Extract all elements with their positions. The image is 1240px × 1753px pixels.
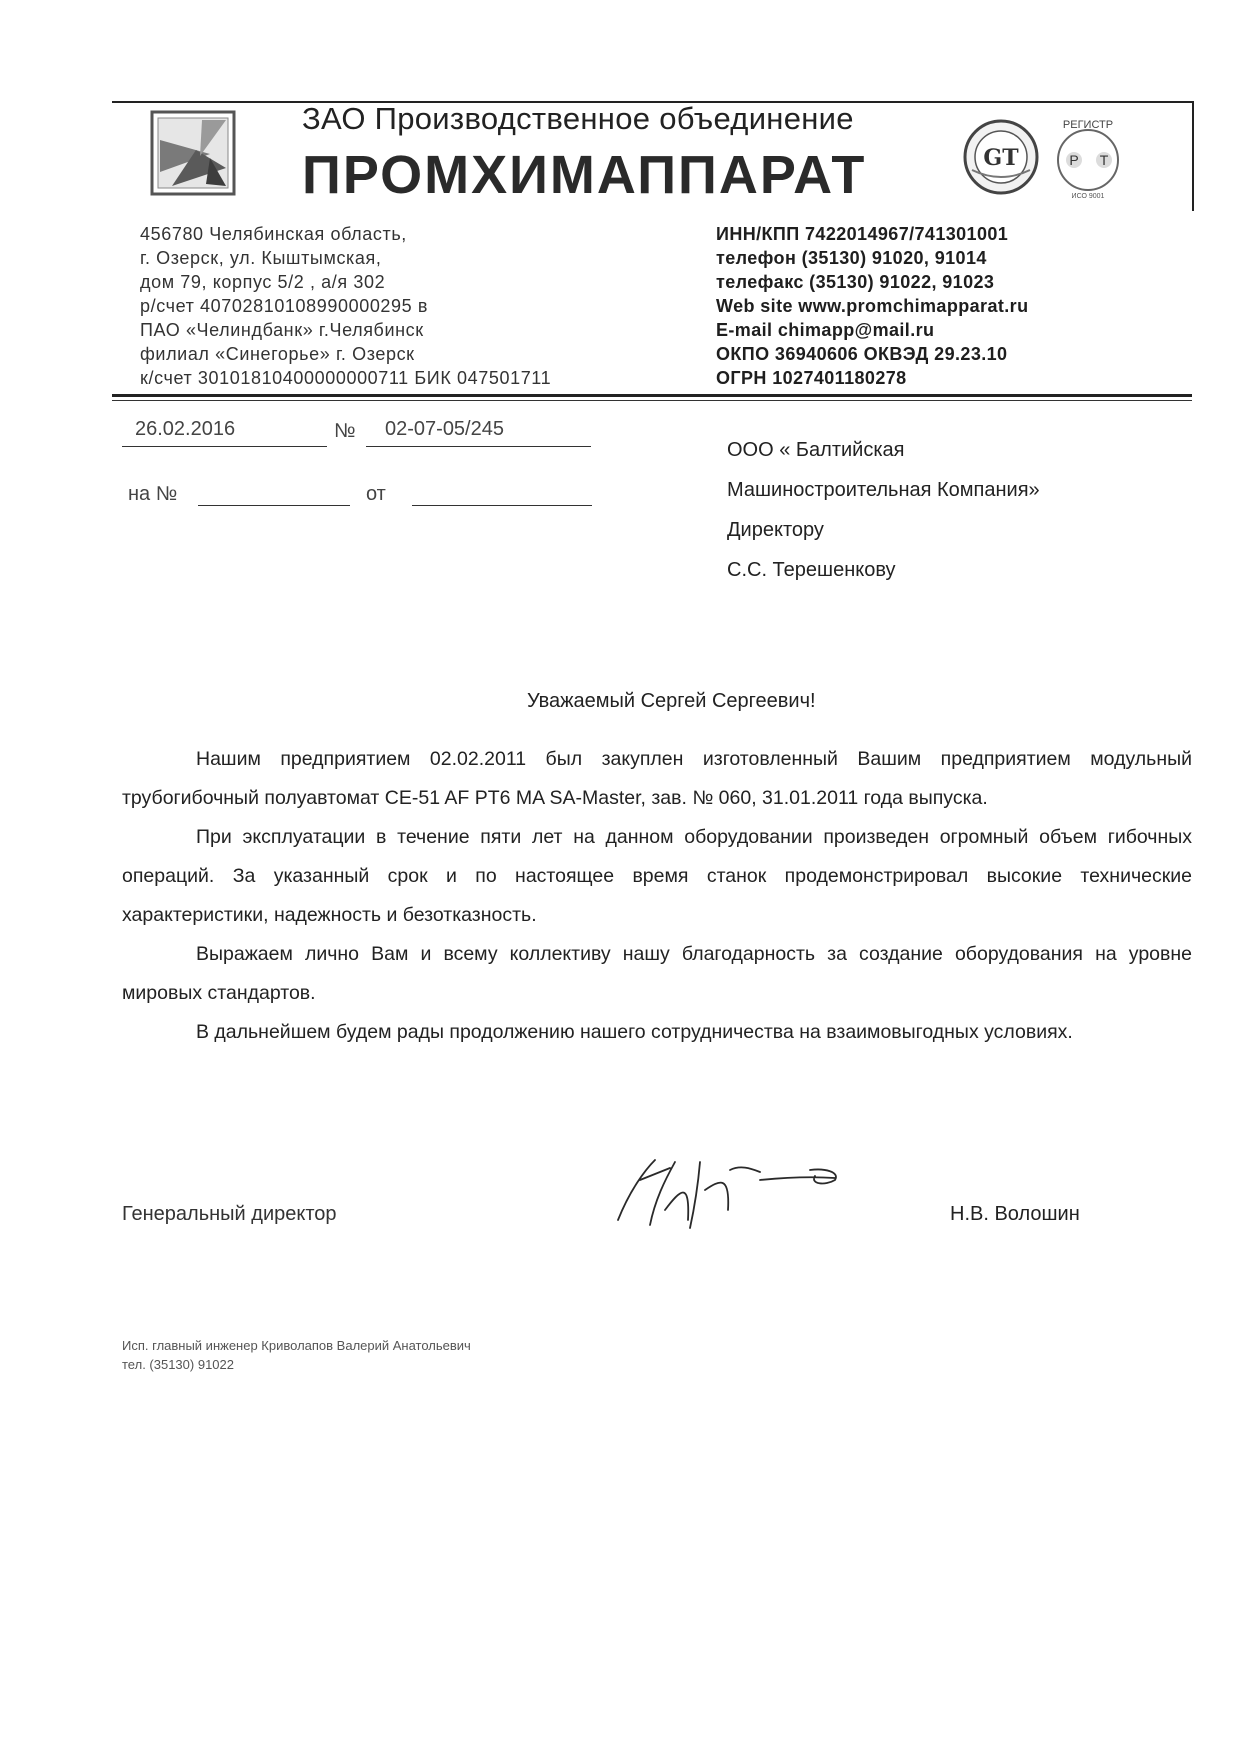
addressee-line: Машиностроительная Компания»: [727, 479, 1040, 501]
address-line: р/счет 40702810108990000295 в: [140, 296, 429, 316]
reference-number-underline: [198, 505, 350, 506]
letter-body: [122, 740, 1192, 1052]
addressee-line: ООО « Балтийская: [727, 439, 905, 461]
letter-number-label: №: [334, 420, 356, 442]
address-line: г. Озерск, ул. Кыштымская,: [140, 248, 382, 268]
letter-number: 02-07-05/245: [385, 418, 504, 440]
addressee-block: [727, 430, 1040, 590]
company-type-heading: ЗАО Производственное объединение: [302, 101, 854, 136]
requisites-line: ОКПО 36940606 ОКВЭД 29.23.10: [716, 344, 1008, 364]
address-line: дом 79, корпус 5/2 , а/я 302: [140, 272, 386, 292]
requisites-line: ИНН/КПП 7422014967/741301001: [716, 224, 1009, 244]
header-divider-thick: [112, 394, 1192, 397]
seal-registr-bottom: ИСО 9001: [1071, 193, 1105, 200]
letter-date: 26.02.2016: [135, 418, 236, 440]
header-divider-thin: [112, 400, 1192, 401]
body-paragraph: В дальнейшем будем рады продолжению нашего сотрудничества на взаимовыгодных условиях.: [196, 1021, 1073, 1043]
requisites-line: E-mail chimapp@mail.ru: [716, 320, 935, 340]
company-address-block: [140, 222, 551, 390]
registr-certification-seal: [1048, 112, 1128, 202]
number-underline: [366, 446, 591, 447]
requisites-line: телефакс (35130) 91022, 91023: [716, 272, 995, 292]
body-paragraph: При эксплуатации в течение пяти лет на данном оборудовании произведен огромный объем гибочных операций. За указанный срок и по настоящее время станок продемонстрировал высокие технические характеристики, надежность и безотказность.: [122, 826, 1192, 926]
svg-text:Т: Т: [1099, 152, 1109, 168]
requisites-line: ОГРН 1027401180278: [716, 368, 907, 388]
executor-note: [122, 1336, 471, 1374]
address-line: филиал «Синегорье» г. Озерск: [140, 344, 415, 364]
address-line: 456780 Челябинская область,: [140, 224, 407, 244]
address-line: ПАО «Челиндбанк» г.Челябинск: [140, 320, 424, 340]
reference-date-label: от: [366, 483, 386, 505]
addressee-line: Директору: [727, 519, 824, 541]
requisites-line: Web site www.promchimapparat.ru: [716, 296, 1029, 316]
requisites-line: телефон (35130) 91020, 91014: [716, 248, 987, 268]
seal-registr-text: РЕГИСТР: [1062, 119, 1114, 131]
signatory-title: Генеральный директор: [122, 1203, 337, 1225]
signatory-name: Н.В. Волошин: [950, 1203, 1080, 1225]
executor-phone-line: тел. (35130) 91022: [122, 1357, 234, 1372]
date-underline: [122, 446, 327, 447]
body-paragraph: Нашим предприятием 02.02.2011 был закуплен изготовленный Вашим предприятием модульный трубогибочный полуавтомат CE-51 AF PT6 MA SA-Master, зав. № 060, 31.01.2011 года выпуска.: [122, 748, 1192, 809]
address-line: к/счет 30101810400000000711 БИК 047501711: [140, 368, 552, 388]
gt-certification-seal: [962, 118, 1040, 196]
company-requisites-block: [716, 222, 1028, 390]
seal-gt-text: GT: [983, 145, 1019, 171]
handwritten-signature: [610, 1150, 850, 1235]
company-name-heading: ПРОМХИМАППАРАТ: [302, 145, 867, 205]
body-paragraph: Выражаем лично Вам и всему коллективу нашу благодарность за создание оборудования на уровне мировых стандартов.: [122, 943, 1192, 1004]
addressee-line: С.С. Терешенкову: [727, 559, 896, 581]
company-logo: [150, 110, 236, 196]
reference-number-label: на №: [128, 483, 178, 505]
reference-date-underline: [412, 505, 592, 506]
letter-greeting: Уважаемый Сергей Сергеевич!: [527, 690, 816, 712]
svg-text:Р: Р: [1069, 152, 1079, 168]
executor-line: Исп. главный инженер Криволапов Валерий Анатольевич: [122, 1338, 471, 1353]
